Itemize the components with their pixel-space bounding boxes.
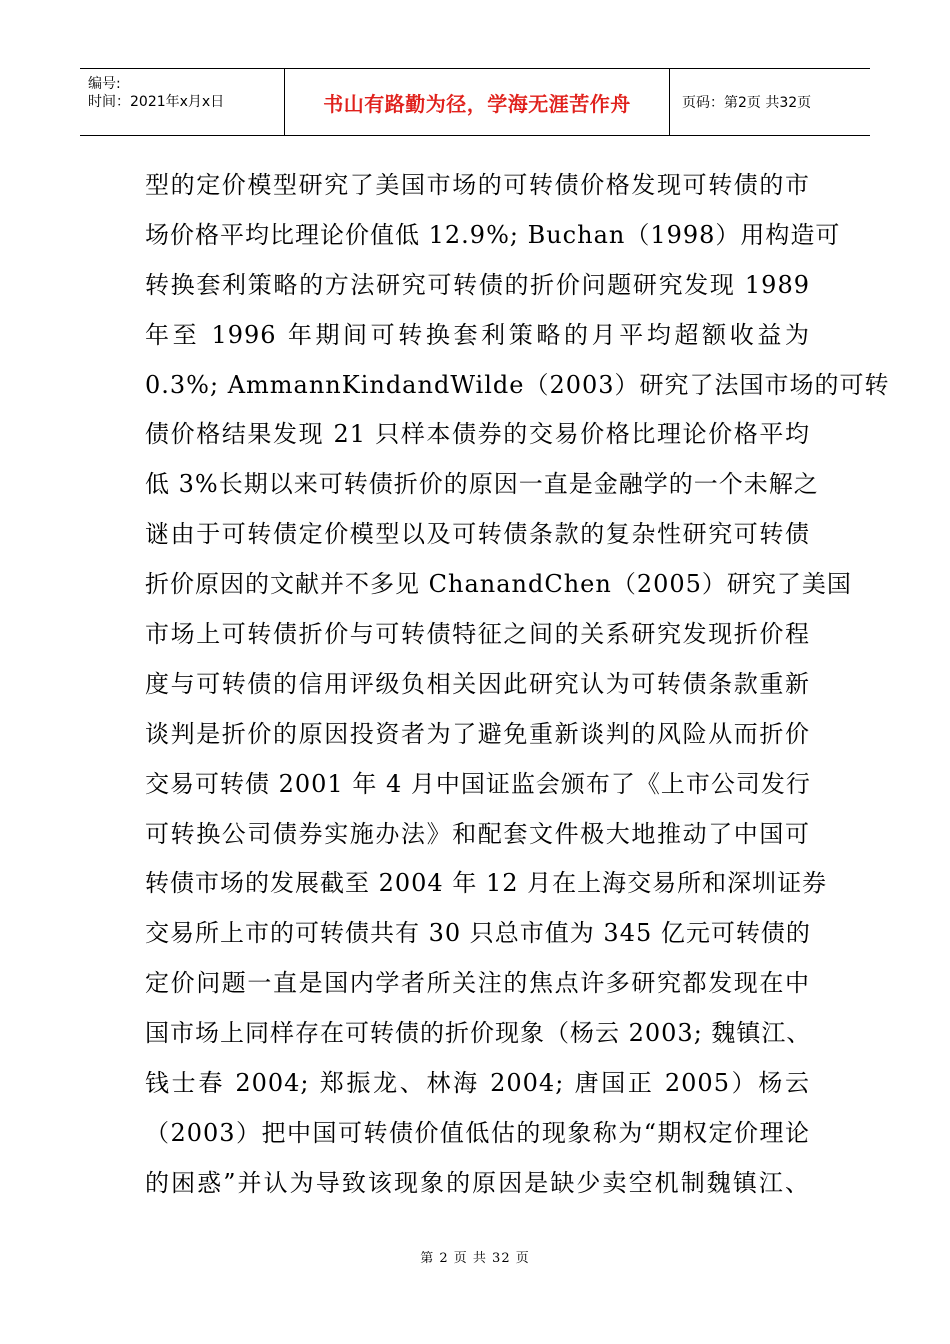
body-line: 国市场上同样存在可转债的折价现象（杨云 2003; 魏镇江、	[145, 1019, 812, 1048]
body-line: 市场上可转债折价与可转债特征之间的关系研究发现折价程	[145, 620, 810, 649]
header-motto: 书山有路勤为径，学海无涯苦作舟	[323, 91, 631, 116]
body-line: 低 3%长期以来可转债折价的原因一直是金融学的一个未解之	[145, 470, 819, 499]
body-line: 交易所上市的可转债共有 30 只总市值为 345 亿元可转债的	[145, 919, 811, 948]
header-page-info-cell	[670, 69, 870, 135]
body-line: 定价问题一直是国内学者所关注的焦点许多研究都发现在中	[145, 969, 810, 998]
body-line: 转换套利策略的方法研究可转债的折价问题研究发现 1989	[145, 270, 810, 299]
body-line: （2003）把中国可转债价值低估的现象称为“期权定价理论	[145, 1118, 810, 1147]
document-date: 时间：2021年x月x日	[88, 94, 225, 110]
header-meta	[80, 69, 285, 135]
body-line: 可转换公司债券实施办法》和配套文件极大地推动了中国可	[145, 819, 810, 848]
document-number-label: 编号:	[88, 76, 121, 92]
body-line: 钱士春 2004; 郑振龙、林海 2004; 唐国正 2005）杨云	[145, 1069, 810, 1098]
body-line: 的困惑”并认为导致该现象的原因是缺少卖空机制魏镇江、	[145, 1168, 810, 1197]
body-line: 谜由于可转债定价模型以及可转债条款的复杂性研究可转债	[145, 520, 810, 549]
body-line: 转债市场的发展截至 2004 年 12 月在上海交易所和深圳证券	[145, 869, 828, 898]
body-line: 谈判是折价的原因投资者为了避免重新谈判的风险从而折价	[145, 719, 810, 748]
body-line: 型的定价模型研究了美国市场的可转债价格发现可转债的市	[145, 171, 810, 199]
body-line: 折价原因的文献并不多见 ChanandChen（2005）研究了美国	[145, 570, 852, 599]
header-motto-cell	[285, 69, 670, 135]
body-line: 度与可转债的信用评级负相关因此研究认为可转债条款重新	[145, 669, 810, 698]
body-text	[145, 161, 890, 1209]
body-line: 交易可转债 2001 年 4 月中国证监会颁布了《上市公司发行	[145, 769, 811, 798]
body-line: 0.3%; AmmannKindandWilde（2003）研究了法国市场的可转	[145, 370, 890, 399]
body-line: 场价格平均比理论价值低 12.9%; Buchan（1998）用构造可	[145, 220, 841, 249]
body-line: 债价格结果发现 21 只样本债券的交易价格比理论价格平均	[145, 420, 810, 449]
page-footer: 第 2 页 共 32 页	[420, 1251, 530, 1266]
page-header	[80, 68, 870, 136]
header-page-info: 页码：第2页 共32页	[682, 95, 812, 111]
body-line: 年至 1996 年期间可转换套利策略的月平均超额收益为	[145, 320, 810, 349]
